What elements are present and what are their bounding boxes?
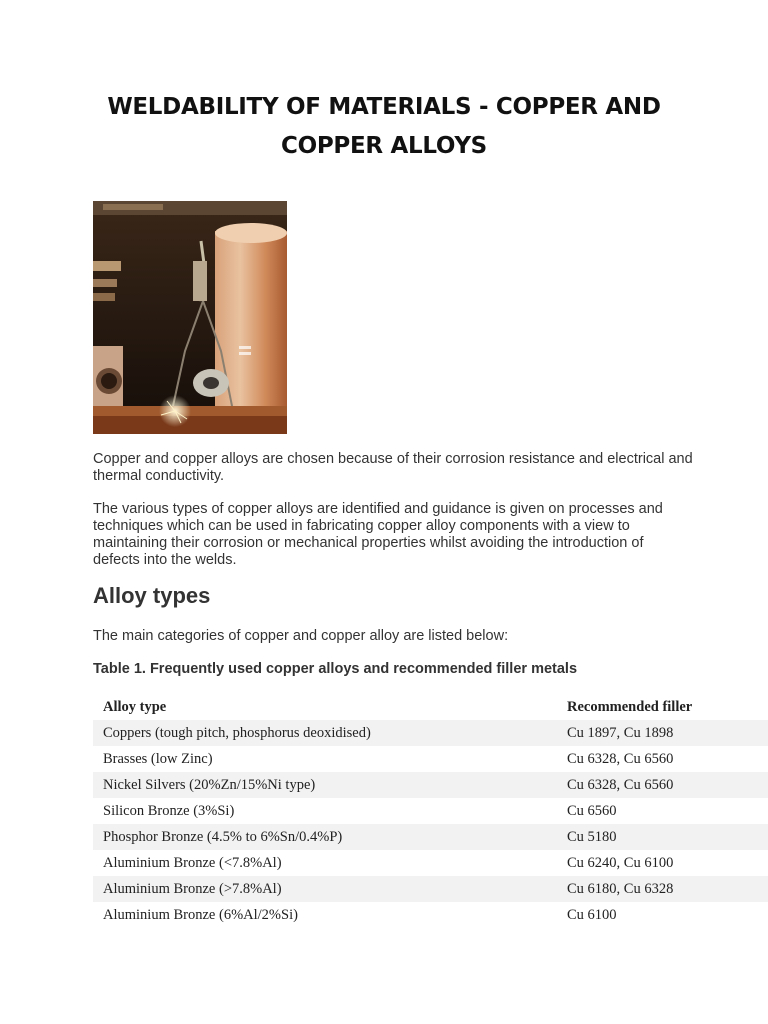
table-row [93, 798, 768, 824]
alloy-type-cell: Phosphor Bronze (4.5% to 6%Sn/0.4%P) [103, 828, 343, 845]
section-intro: The main categories of copper and copper alloy are listed below: [93, 628, 509, 644]
table-row [93, 824, 768, 850]
table-header-row [93, 694, 768, 720]
alloy-type-cell: Aluminium Bronze (>7.8%Al) [103, 880, 282, 897]
alloy-type-cell: Silicon Bronze (3%Si) [103, 802, 235, 819]
alloy-type-cell: Brasses (low Zinc) [103, 750, 213, 767]
table-row [93, 720, 768, 746]
table-caption: Table 1. Frequently used copper alloys and recommended filler metals [93, 661, 578, 677]
filler-cell: Cu 5180 [567, 828, 617, 845]
intro-paragraph-2: The various types of copper alloys are identified and guidance is given on processes and techniques which can be used in fabricating copper alloy components with a view to maintaining their corrosion or mechanical properties whilst avoiding the introduction of defects into the welds. [93, 501, 663, 568]
alloy-filler-table [93, 694, 768, 928]
page-title: WELDABILITY OF MATERIALS - COPPER AND COPPER ALLOYS [107, 94, 661, 159]
filler-cell: Cu 1897, Cu 1898 [567, 724, 674, 741]
intro-paragraph-1: Copper and copper alloys are chosen because of their corrosion resistance and electrical and thermal conductivity. [93, 451, 693, 484]
table-row [93, 876, 768, 902]
filler-cell: Cu 6100 [567, 906, 617, 923]
alloy-type-cell: Aluminium Bronze (<7.8%Al) [103, 854, 282, 871]
alloy-type-cell: Nickel Silvers (20%Zn/15%Ni type) [103, 776, 316, 793]
welding-photo [93, 201, 287, 434]
table-row [93, 746, 768, 772]
filler-cell: Cu 6328, Cu 6560 [567, 776, 674, 793]
alloy-type-cell: Aluminium Bronze (6%Al/2%Si) [103, 906, 298, 923]
filler-cell: Cu 6240, Cu 6100 [567, 854, 674, 871]
column-header-recommended-filler: Recommended filler [567, 698, 693, 715]
table-row [93, 850, 768, 876]
alloy-type-cell: Coppers (tough pitch, phosphorus deoxidised) [103, 724, 371, 741]
filler-cell: Cu 6180, Cu 6328 [567, 880, 674, 897]
table-row [93, 772, 768, 798]
filler-cell: Cu 6560 [567, 802, 617, 819]
column-header-alloy-type: Alloy type [103, 698, 167, 715]
section-heading: Alloy types [93, 583, 211, 608]
filler-cell: Cu 6328, Cu 6560 [567, 750, 674, 767]
table-row [93, 902, 768, 928]
